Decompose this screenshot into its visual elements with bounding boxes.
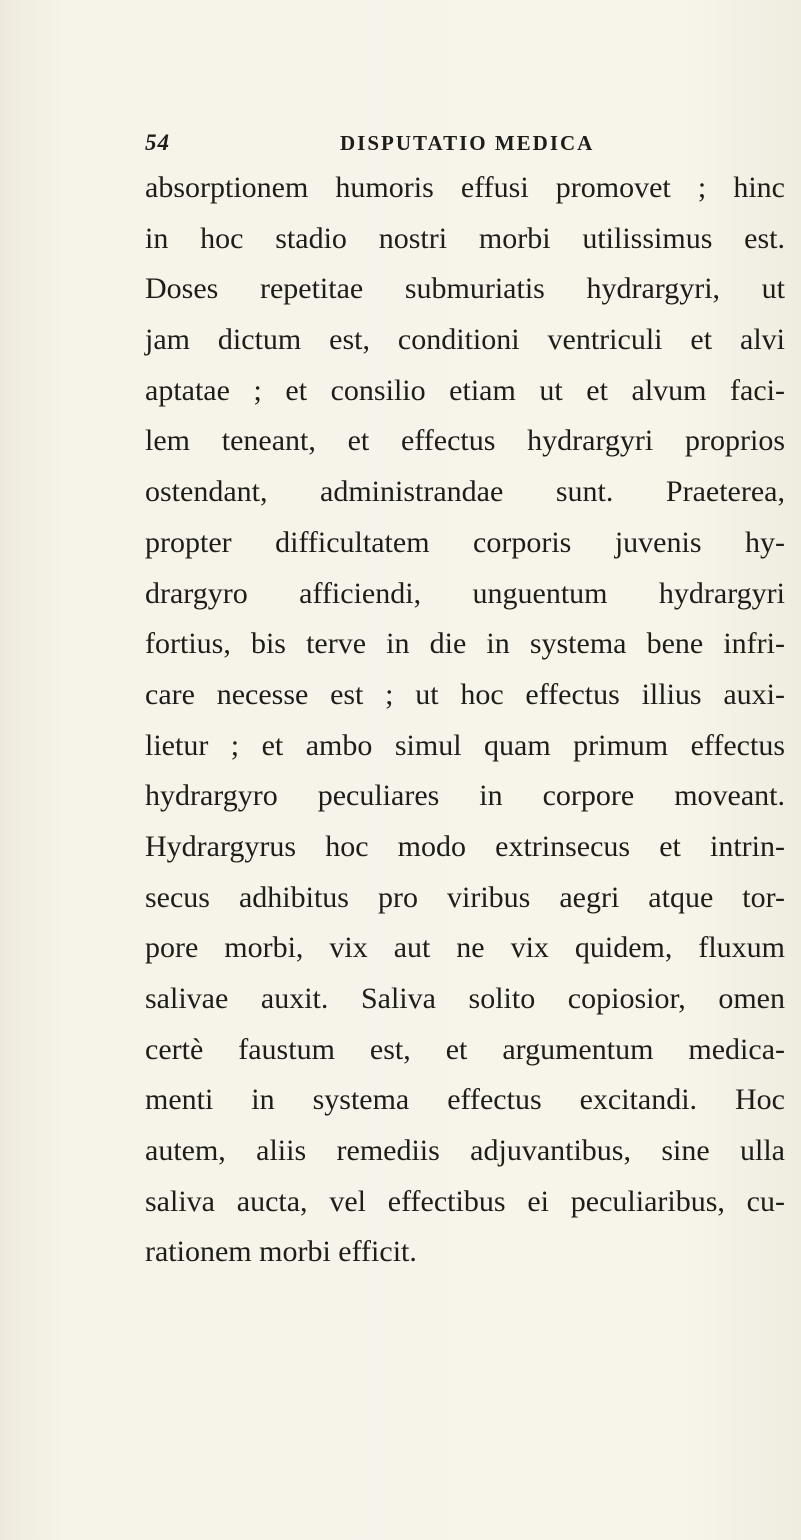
- text-line: drargyro afficiendi, unguentum hydrargyri: [145, 576, 785, 610]
- text-line: certè faustum est, et argumentum medica-: [145, 1032, 785, 1066]
- text-line: secus adhibitus pro viribus aegri atque tor-: [145, 880, 785, 914]
- text-line: menti in systema effectus excitandi. Hoc: [145, 1083, 785, 1117]
- text-line: ostendant, administrandae sunt. Praeterea,: [145, 475, 785, 509]
- running-head: DISPUTATIO MEDICA: [340, 131, 595, 155]
- text-line: care necesse est ; ut hoc effectus illius auxi-: [145, 677, 785, 711]
- text-line: salivae auxit. Saliva solito copiosior, omen: [145, 982, 785, 1015]
- text-line: aptatae ; et consilio etiam ut et alvum faci-: [145, 373, 785, 407]
- text-line: absorptionem humoris effusi promovet ; hinc: [145, 171, 785, 204]
- text-line: jam dictum est, conditioni ventriculi et alvi: [145, 323, 785, 357]
- text-line: pore morbi, vix aut ne vix quidem, fluxum: [145, 931, 785, 965]
- text-line: propter difficultatem corporis juvenis hy-: [145, 525, 785, 559]
- text-line: Doses repetitae submuriatis hydrargyri, ut: [145, 272, 785, 306]
- text-line: fortius, bis terve in die in systema bene infri-: [145, 627, 785, 661]
- text-line: autem, aliis remediis adjuvantibus, sine ulla: [145, 1134, 785, 1168]
- page-header: [145, 130, 785, 160]
- body-text: [145, 163, 785, 1278]
- text-line: in hoc stadio nostri morbi utilissimus est.: [145, 221, 785, 255]
- page-number: 54: [145, 130, 170, 155]
- text-line: rationem morbi efficit.: [145, 1235, 417, 1269]
- text-line: lem teneant, et effectus hydrargyri proprios: [145, 424, 785, 458]
- text-line: saliva aucta, vel effectibus ei peculiaribus, cu-: [145, 1184, 785, 1218]
- text-line: Hydrargyrus hoc modo extrinsecus et intrin-: [145, 829, 785, 863]
- text-line: hydrargyro peculiares in corpore moveant.: [145, 779, 785, 813]
- text-line: lietur ; et ambo simul quam primum effectus: [145, 728, 785, 762]
